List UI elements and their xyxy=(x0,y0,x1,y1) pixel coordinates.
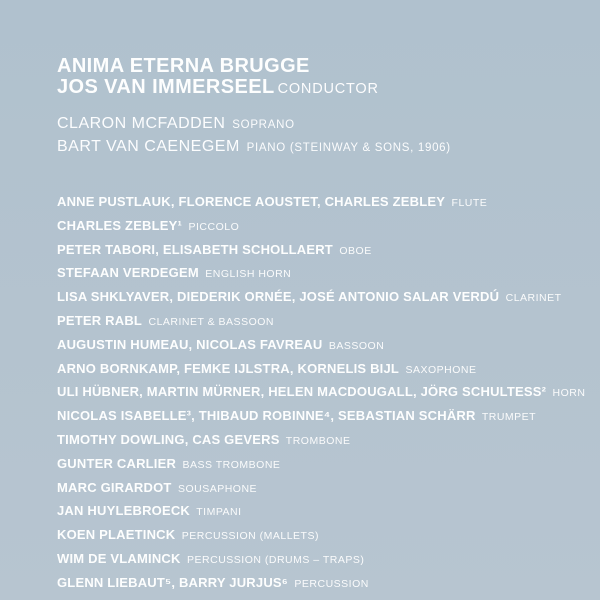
credits-content xyxy=(57,56,584,596)
musician-names: PETER TABORI, ELISABETH SCHOLLAERT xyxy=(57,241,333,257)
musician-names: JAN HUYLEBROECK xyxy=(57,503,191,519)
header xyxy=(57,56,584,100)
instrument-label: OBOE xyxy=(335,244,372,257)
instrument-label: CLARINET & BASSOON xyxy=(145,315,274,328)
roster-row xyxy=(57,191,584,215)
musician-names: STEFAAN VERDEGEM xyxy=(57,265,199,281)
roster-row xyxy=(57,429,584,453)
instrument-label: PERCUSSION (DRUMS – TRAPS) xyxy=(183,553,365,566)
musician-names: NICOLAS ISABELLE³, THIBAUD ROBINNE⁴, SEBASTIAN SCHÄRR xyxy=(57,408,476,424)
roster-row xyxy=(57,405,584,429)
roster-row xyxy=(57,310,584,334)
musician-names: GUNTER CARLIER xyxy=(57,455,177,471)
soloists-list xyxy=(57,113,584,159)
instrument-label: TRUMPET xyxy=(478,411,537,424)
musician-names: WIM DE VLAMINCK xyxy=(57,550,181,566)
conductor-line xyxy=(57,77,584,100)
musician-names: GLENN LIEBAUT⁵, BARRY JURJUS⁶ xyxy=(57,574,288,590)
roster-row xyxy=(57,548,584,572)
soloist-row xyxy=(57,113,584,136)
soloist-row xyxy=(57,136,584,159)
roster-row xyxy=(57,215,584,239)
instrument-label: PERCUSSION (MALLETS) xyxy=(178,530,319,543)
musician-names: CHARLES ZEBLEY¹ xyxy=(57,217,183,233)
roster-row xyxy=(57,477,584,501)
musician-names: KOEN PLAETINCK xyxy=(57,527,176,543)
musician-names: PETER RABL xyxy=(57,312,143,328)
instrument-label: TROMBONE xyxy=(282,434,351,447)
instrument-label: TIMPANI xyxy=(193,506,242,519)
soloist-role: SOPRANO xyxy=(228,119,295,131)
soloist-name: CLARON MCFADDEN xyxy=(57,115,226,132)
musician-names: TIMOTHY DOWLING, CAS GEVERS xyxy=(57,431,280,447)
musician-roster xyxy=(57,191,584,596)
instrument-label: PERCUSSION xyxy=(290,577,369,590)
conductor-name: JOS VAN IMMERSEEL xyxy=(57,76,275,98)
instrument-label: BASSOON xyxy=(325,339,385,352)
instrument-label: SOUSAPHONE xyxy=(174,482,258,495)
instrument-label: SAXOPHONE xyxy=(402,363,477,376)
musician-names: ANNE PUSTLAUK, FLORENCE AOUSTET, CHARLES ZEBLEY xyxy=(57,194,446,209)
soloist-role: PIANO (STEINWAY & SONS, 1906) xyxy=(242,142,451,154)
roster-row xyxy=(57,334,584,358)
roster-row xyxy=(57,358,584,382)
musician-names: ARNO BORNKAMP, FEMKE IJLSTRA, KORNELIS BIJL xyxy=(57,360,400,376)
instrument-label: FLUTE xyxy=(448,197,488,209)
musician-names: AUGUSTIN HUMEAU, NICOLAS FAVREAU xyxy=(57,336,323,352)
roster-row xyxy=(57,453,584,477)
roster-row xyxy=(57,381,584,405)
roster-row xyxy=(57,572,584,596)
soloist-name: BART VAN CAENEGEM xyxy=(57,138,240,155)
roster-row xyxy=(57,239,584,263)
instrument-label: CLARINET xyxy=(502,292,562,305)
roster-row xyxy=(57,500,584,524)
instrument-label: BASS TROMBONE xyxy=(179,458,281,471)
ensemble-name: ANIMA ETERNA BRUGGE xyxy=(57,55,310,77)
instrument-label: HORN xyxy=(549,387,586,400)
instrument-label: PICCOLO xyxy=(185,220,240,233)
instrument-label: ENGLISH HORN xyxy=(201,268,292,281)
musician-names: ULI HÜBNER, MARTIN MÜRNER, HELEN MACDOUGALL, JÖRG SCHULTESS² xyxy=(57,384,547,400)
musician-names: MARC GIRARDOT xyxy=(57,479,172,495)
roster-row xyxy=(57,286,584,310)
musician-names: LISA SHKLYAVER, DIEDERIK ORNÉE, JOSÉ ANTONIO SALAR VERDÚ xyxy=(57,289,500,305)
conductor-role: CONDUCTOR xyxy=(277,81,379,97)
roster-row xyxy=(57,262,584,286)
roster-row xyxy=(57,524,584,548)
